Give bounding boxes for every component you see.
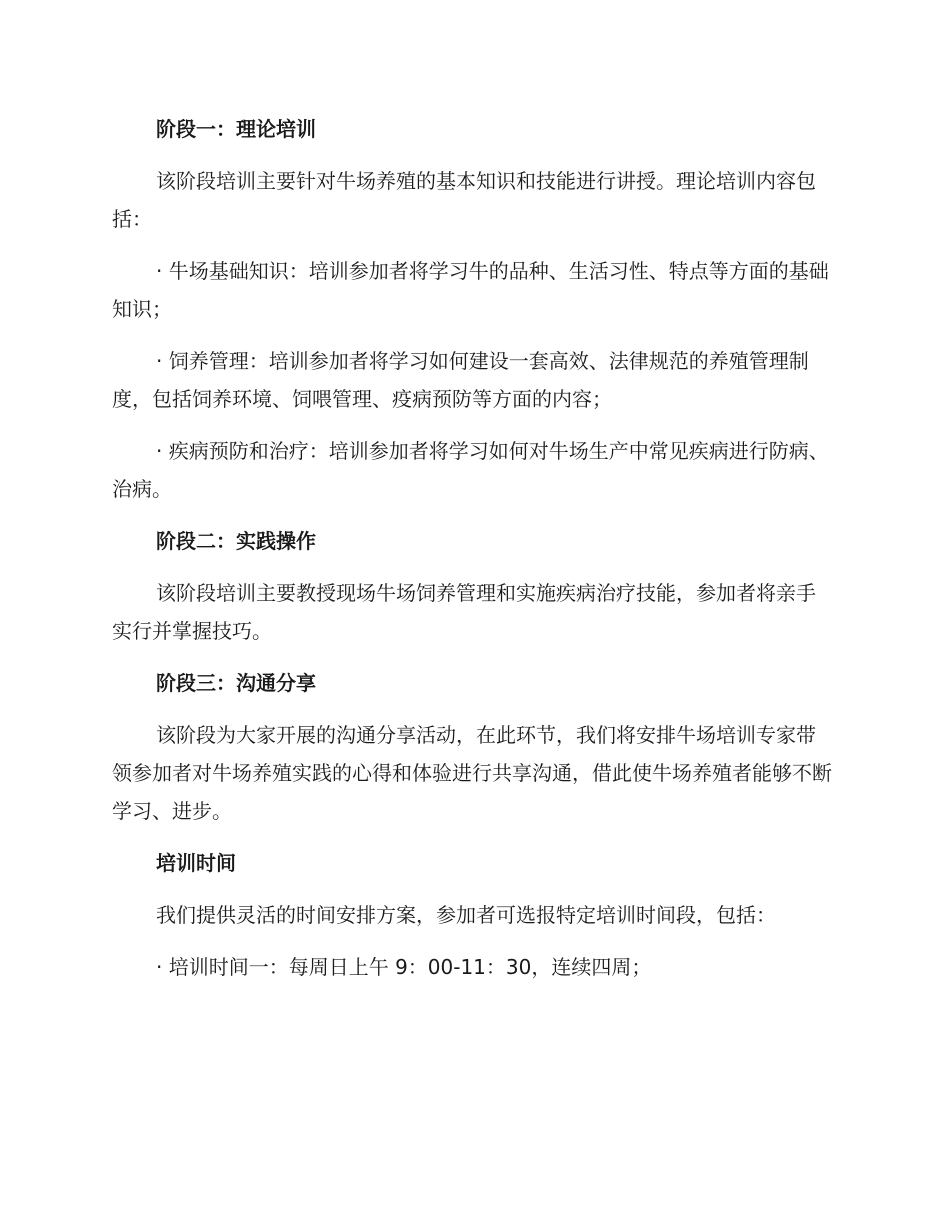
schedule-bullet-time-1: · 培训时间一：每周日上午 9：00-11：30，连续四周； [156,955,652,979]
stage3-heading: 阶段三：沟通分享 [156,671,316,695]
stage1-heading: 阶段一：理论培训 [156,117,316,141]
schedule-intro: 我们提供灵活的时间安排方案，参加者可选报特定培训时间段，包括： [156,903,776,927]
document-body [112,110,832,1000]
stage1-bullet-feeding-management: · 饲养管理：培训参加者将学习如何建设一套高效、法律规范的养殖管理制度，包括饲养环境、饲喂管理、疫病预防等方面的内容； [112,349,809,411]
stage1-bullet-basic-knowledge: · 牛场基础知识：培训参加者将学习牛的品种、生活习性、特点等方面的基础知识； [112,259,829,321]
stage1-intro: 该阶段培训主要针对牛场养殖的基本知识和技能进行讲授。理论培训内容包括： [112,169,816,231]
schedule-heading: 培训时间 [156,851,236,875]
stage3-body: 该阶段为大家开展的沟通分享活动，在此环节，我们将安排牛场培训专家带领参加者对牛场养殖实践的心得和体验进行共享沟通，借此使牛场养殖者能够不断学习、进步。 [112,723,832,823]
stage2-body: 该阶段培训主要教授现场牛场饲养管理和实施疾病治疗技能，参加者将亲手实行并掌握技巧。 [112,581,816,643]
stage2-heading: 阶段二：实践操作 [156,529,316,553]
stage1-bullet-disease-prevention: · 疾病预防和治疗：培训参加者将学习如何对牛场生产中常见疾病进行防病、治病。 [112,439,829,501]
